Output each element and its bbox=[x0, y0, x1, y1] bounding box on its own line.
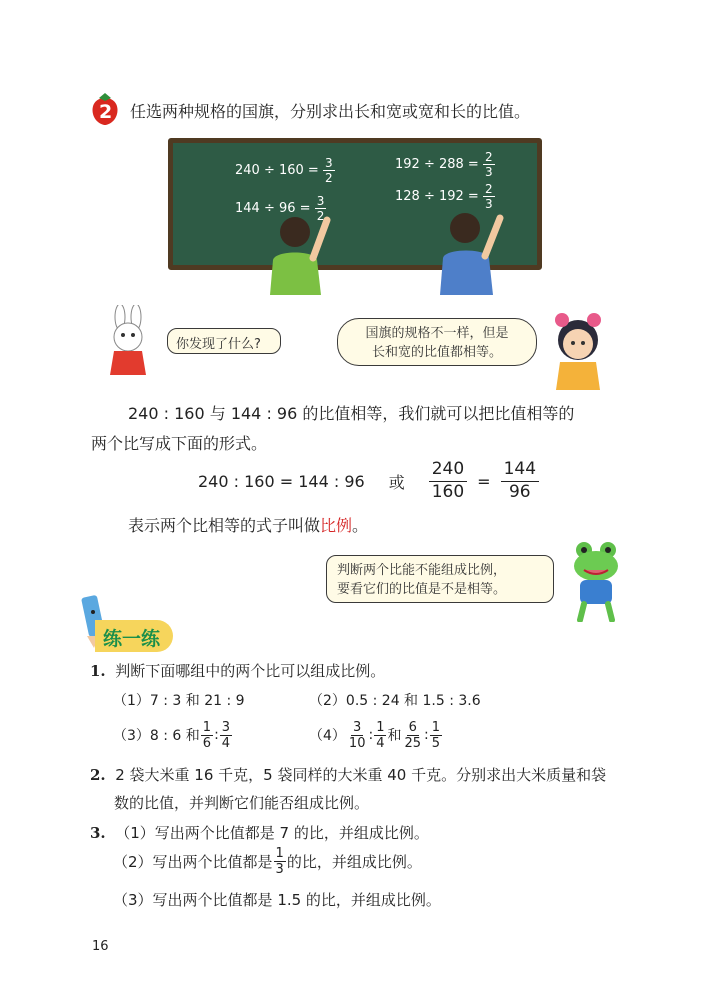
board-eq-right-1: 192 ÷ 288 = $\frac{2}{3}$ bbox=[395, 150, 493, 179]
boy-right-figure bbox=[440, 213, 500, 295]
frog-speech-line2: 要看它们的比值是不是相等。 bbox=[337, 582, 507, 597]
exercise-1-part-4: （4） $\frac{3}{10}$ : $\frac{1}{4}$ 和 $\frac{6}{25}$ : $\frac{1}{5}$ bbox=[309, 719, 441, 751]
frog-speech-line1: 判断两个比能不能组成比例， bbox=[337, 563, 507, 578]
exercise-1: 1. 判断下面哪组中的两个比可以组成比例。 bbox=[90, 662, 386, 680]
formula-fraction-2: $\frac{144}{96}$ bbox=[501, 461, 539, 502]
exercise-1-part-2: （2）0.5 : 24 和 1.5 : 3.6 bbox=[309, 693, 481, 709]
girl-speech-line1: 国旗的规格不一样，但是 bbox=[365, 326, 509, 341]
problem-badge bbox=[90, 92, 120, 126]
board-eq-right-2: 128 ÷ 192 = $\frac{2}{3}$ bbox=[395, 182, 493, 211]
exercise-1-part-1: （1）7 : 3 和 21 : 9 bbox=[113, 693, 245, 709]
paragraph-line2: 两个比写成下面的形式。 bbox=[91, 434, 268, 453]
exercise-2-line2: 数的比值，并判断它们能否组成比例。 bbox=[114, 794, 370, 812]
proportion-formula bbox=[198, 460, 539, 502]
rabbit-speech-bubble bbox=[167, 328, 281, 354]
formula-fraction-1: $\frac{240}{160}$ bbox=[429, 461, 467, 502]
formula-colon-form: 240 : 160 = 144 : 96 bbox=[198, 471, 365, 491]
exercise-3-part-3: （3）写出两个比值都是 1.5 的比，并组成比例。 bbox=[113, 891, 441, 909]
formula-equals: = bbox=[477, 471, 491, 491]
girl-icon bbox=[548, 310, 608, 390]
board-eq-left-1: 240 ÷ 160 = $\frac{3}{2}$ bbox=[235, 156, 333, 185]
exercise-1-part-3: （3）8 : 6 和 $\frac{1}{6}$ : $\frac{3}{4}$ bbox=[113, 719, 231, 751]
page-number: 16 bbox=[92, 939, 109, 954]
exercise-2-line1: 2. 2 袋大米重 16 千克，5 袋同样的大米重 40 千克。分别求出大米质量和袋 bbox=[90, 766, 607, 784]
problem-number: 2 bbox=[99, 101, 113, 123]
paragraph-line1: 240 : 160 与 144 : 96 的比值相等，我们就可以把比值相等的 bbox=[128, 404, 575, 423]
girl-speech-line2: 长和宽的比值都相等。 bbox=[371, 345, 502, 360]
rabbit-speech-text: 你发现了什么? bbox=[176, 337, 261, 352]
exercise-3-part-2: （2）写出两个比值都是 $\frac{1}{3}$ 的比，并组成比例。 bbox=[113, 845, 422, 877]
practice-heading: 练一练 bbox=[103, 628, 161, 650]
definition-term: 比例 bbox=[320, 516, 353, 535]
rabbit-icon bbox=[100, 305, 158, 377]
boy-left-figure bbox=[270, 217, 327, 295]
definition: 表示两个比相等的式子叫做比例。 bbox=[128, 516, 369, 535]
formula-or: 或 bbox=[388, 472, 405, 492]
board-eq-left-2: 144 ÷ 96 = $\frac{3}{2}$ bbox=[235, 194, 325, 223]
frog-speech-bubble bbox=[326, 555, 554, 603]
children-illustration bbox=[255, 200, 535, 295]
problem-title: 任选两种规格的国旗，分别求出长和宽或宽和长的比值。 bbox=[130, 102, 531, 121]
exercise-3-part-1: 3. （1）写出两个比值都是 7 的比，并组成比例。 bbox=[90, 824, 429, 842]
girl-speech-bubble bbox=[337, 318, 537, 366]
frog-icon bbox=[566, 540, 626, 622]
